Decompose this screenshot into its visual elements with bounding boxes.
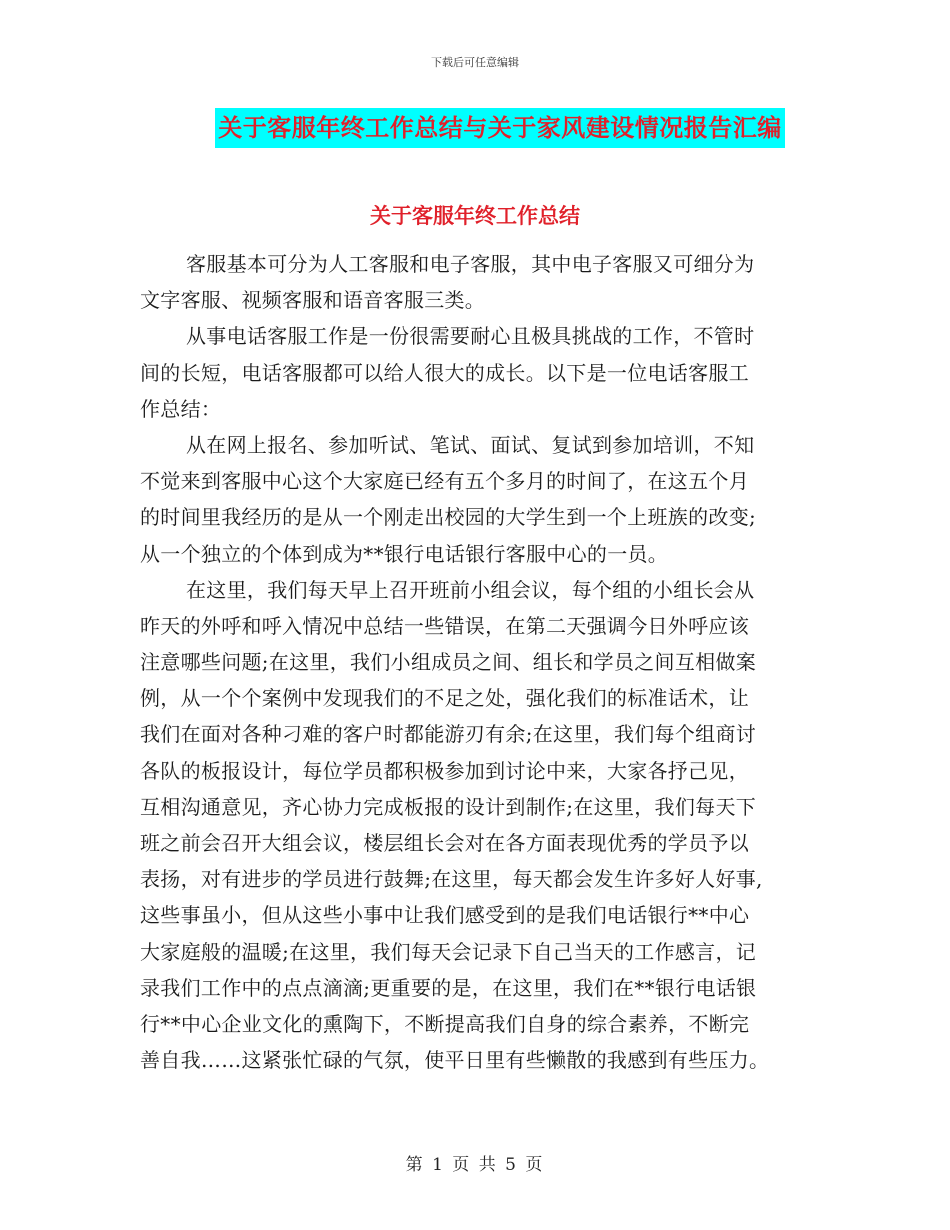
paragraph-line: 不觉来到客服中心这个大家庭已经有五个多月的时间了，在这五个月 [140, 469, 749, 494]
paragraph-line: 班之前会召开大组会议，楼层组长会对在各方面表现优秀的学员予以 [140, 831, 749, 855]
paragraph-line: 作总结： [140, 396, 222, 421]
paragraph-line: 各队的板报设计，每位学员都积极参加到讨论中来，大家各抒己见， [140, 758, 749, 783]
page-footer: 第 1 页 共 5 页 [405, 1155, 545, 1175]
paragraph-line: 这些事虽小，但从这些小事中让我们感受到的是我们电话银行**中心 [140, 903, 750, 928]
paragraph-line: 在这里，我们每天早上召开班前小组会议，每个组的小组长会从 [186, 577, 755, 602]
header-note: 下载后可任意编辑 [431, 56, 519, 69]
section-title: 关于客服年终工作总结 [370, 204, 580, 228]
paragraph-line: 间的长短，电话客服都可以给人很大的成长。以下是一位电话客服工 [140, 360, 749, 385]
main-title-container [0, 108, 950, 148]
paragraph-line: 我们在面对各种刁难的客户时都能游刃有余;在这里，我们每个组商讨 [140, 722, 757, 747]
paragraph-line: 表扬，对有进步的学员进行鼓舞;在这里，每天都会发生许多好人好事, [140, 867, 763, 892]
paragraph-line: 互相沟通意见，齐心协力完成板报的设计到制作;在这里，我们每天下 [140, 794, 757, 819]
paragraph-line: 文字客服、视频客服和语音客服三类。 [140, 288, 486, 313]
paragraph-line: 善自我……这紧张忙碌的气氛，使平日里有些懒散的我感到有些压力。 [140, 1048, 770, 1073]
paragraph-line: 从在网上报名、参加听试、笔试、面试、复试到参加培训，不知 [186, 432, 755, 457]
paragraph-line: 大家庭般的温暖;在这里，我们每天会记录下自己当天的工作感言，记 [140, 939, 757, 964]
main-title: 关于客服年终工作总结与关于家风建设情况报告汇编 [215, 108, 785, 148]
paragraph-line: 录我们工作中的点点滴滴;更重要的是，在这里，我们在**银行电话银 [140, 975, 757, 1000]
paragraph-line: 从事电话客服工作是一份很需要耐心且极具挑战的工作，不管时 [186, 324, 755, 349]
paragraph-line: 例，从一个个案例中发现我们的不足之处，强化我们的标准话术，让 [140, 686, 749, 711]
paragraph-line: 从一个独立的个体到成为**银行电话银行客服中心的一员。 [140, 541, 669, 566]
paragraph-line: 的时间里我经历的是从一个刚走出校园的大学生到一个上班族的改变; [140, 505, 757, 530]
paragraph-line: 客服基本可分为人工客服和电子客服，其中电子客服又可细分为 [186, 252, 755, 276]
paragraph-line: 昨天的外呼和呼入情况中总结一些错误，在第二天强调今日外呼应该 [140, 613, 749, 638]
paragraph-line: 行**中心企业文化的熏陶下，不断提高我们自身的综合素养，不断完 [140, 1011, 750, 1036]
body-text [140, 246, 812, 1078]
paragraph-line: 注意哪些问题;在这里，我们小组成员之间、组长和学员之间互相做案 [140, 650, 757, 675]
